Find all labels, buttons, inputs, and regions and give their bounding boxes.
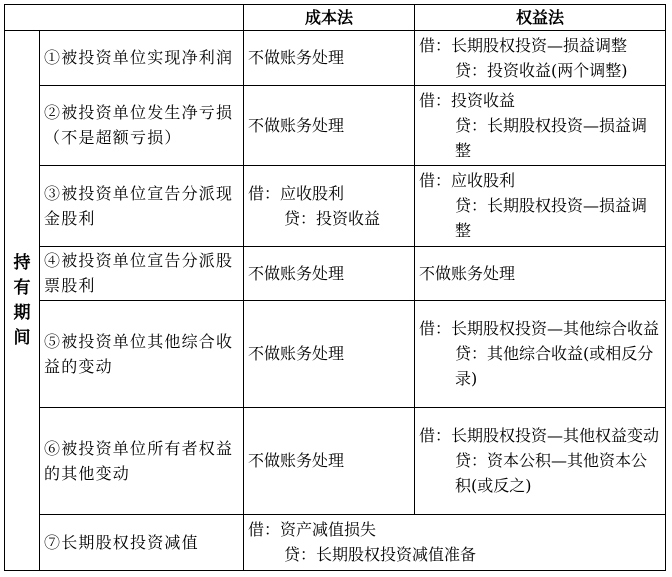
row-item: ⑤被投资单位其他综合收益的变动 xyxy=(40,301,244,408)
table-row xyxy=(5,301,666,408)
equity-credit: 贷：长期股权投资—损益调整 xyxy=(455,196,648,241)
table-row xyxy=(5,85,666,166)
cost-treatment: 不做账务处理 xyxy=(244,301,415,408)
header-cost-method: 成本法 xyxy=(244,5,415,31)
equity-credit: 贷：资本公积—其他资本公积(或反之) xyxy=(455,451,648,496)
header-row xyxy=(5,5,666,31)
cost-treatment: 不做账务处理 xyxy=(244,407,415,514)
cost-treatment: 不做账务处理 xyxy=(244,246,415,300)
cost-debit: 借：应收股利 xyxy=(248,183,345,203)
comparison-table xyxy=(4,4,666,571)
table-row xyxy=(5,166,666,247)
header-equity-method: 权益法 xyxy=(415,5,666,31)
row-item: ②被投资单位发生净亏损（不是超额亏损） xyxy=(40,85,244,166)
equity-treatment xyxy=(415,301,666,408)
header-blank xyxy=(5,5,244,31)
table-row xyxy=(5,514,666,570)
cost-credit: 贷：投资收益 xyxy=(284,208,381,228)
equity-debit: 借：应收股利 xyxy=(419,171,516,191)
equity-treatment xyxy=(415,407,666,514)
equity-treatment xyxy=(415,31,666,85)
row-item: ③被投资单位宣告分派现金股利 xyxy=(40,166,244,247)
equity-credit: 贷：其他综合收益(或相反分录) xyxy=(455,344,654,389)
row-item: ⑥被投资单位所有者权益的其他变动 xyxy=(40,407,244,514)
equity-treatment xyxy=(415,85,666,166)
merged-credit: 贷：长期股权投资减值准备 xyxy=(284,545,477,565)
equity-debit: 借：投资收益 xyxy=(419,90,516,110)
equity-credit: 贷：长期股权投资—损益调整 xyxy=(455,115,648,160)
cost-treatment xyxy=(244,166,415,247)
equity-debit: 借：长期股权投资—损益调整 xyxy=(419,35,628,55)
equity-credit: 贷：投资收益(两个调整) xyxy=(455,60,628,80)
equity-treatment xyxy=(415,166,666,247)
merged-debit: 借：资产减值损失 xyxy=(248,520,377,540)
merged-treatment xyxy=(244,514,666,570)
row-item: ⑦长期股权投资减值 xyxy=(40,514,244,570)
equity-treatment: 不做账务处理 xyxy=(415,246,666,300)
table-row xyxy=(5,407,666,514)
table-row xyxy=(5,31,666,85)
table-row xyxy=(5,246,666,300)
cost-treatment: 不做账务处理 xyxy=(244,31,415,85)
period-label: 持 有 期 间 xyxy=(5,31,40,571)
equity-debit: 借：长期股权投资—其他权益变动 xyxy=(419,426,660,446)
row-item: ①被投资单位实现净利润 xyxy=(40,31,244,85)
equity-debit: 借：长期股权投资—其他综合收益 xyxy=(419,319,660,339)
cost-treatment: 不做账务处理 xyxy=(244,85,415,166)
row-item: ④被投资单位宣告分派股票股利 xyxy=(40,246,244,300)
